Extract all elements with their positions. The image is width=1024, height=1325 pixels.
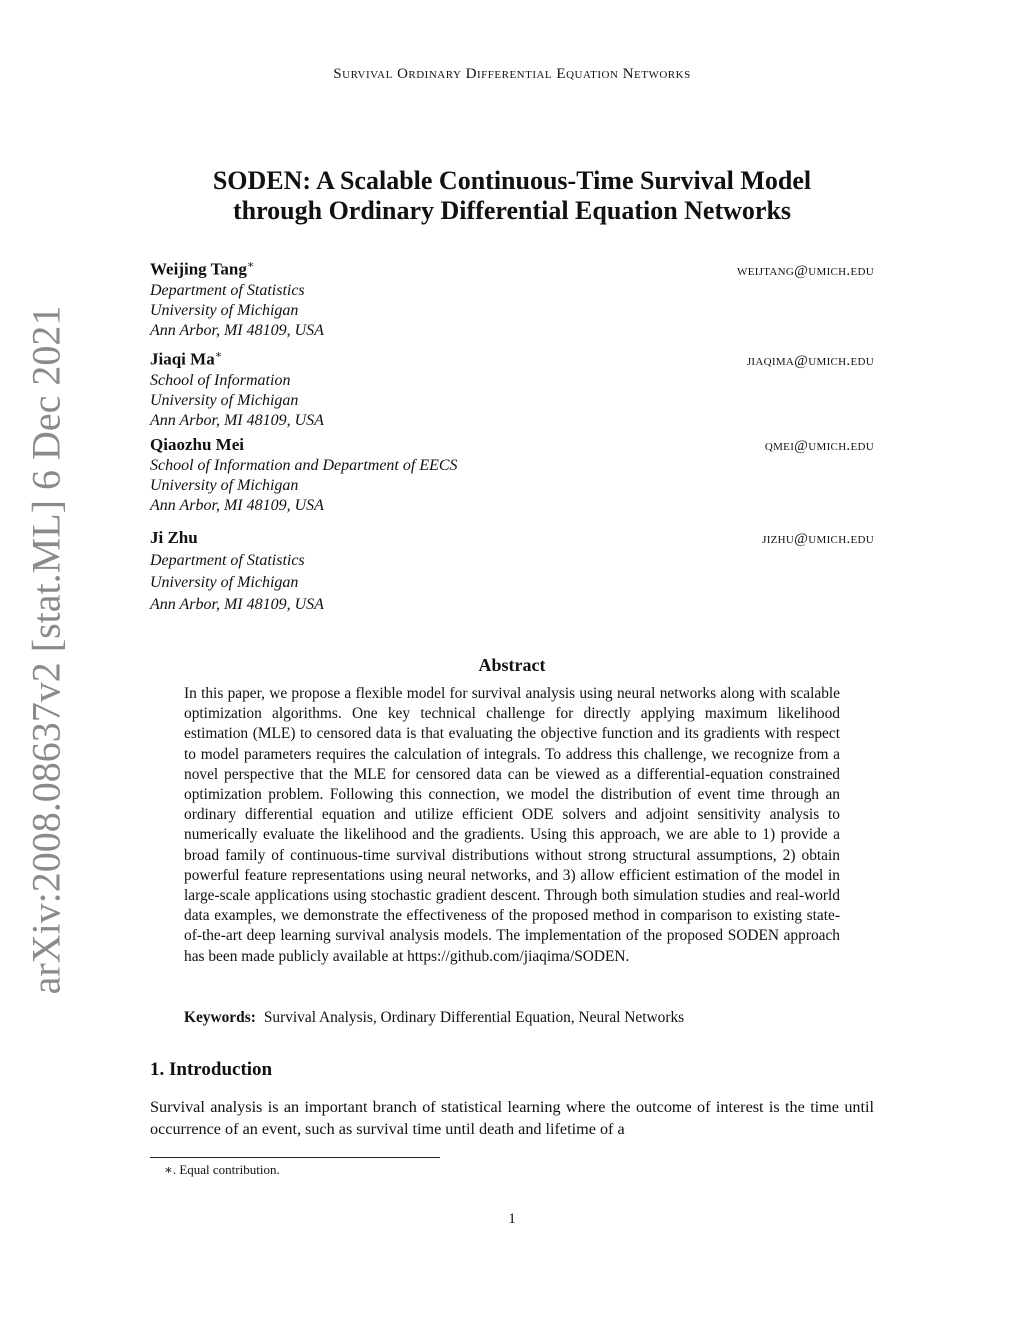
running-head: Survival Ordinary Differential Equation Networks: [333, 66, 691, 82]
author-email[interactable]: jizhu@umich.edu: [762, 531, 874, 547]
author-affiliation: School of Information and Department of EECS: [150, 457, 458, 474]
title-line-1: SODEN: A Scalable Continuous-Time Survival Model: [212, 166, 812, 195]
author-affiliation: Ann Arbor, MI 48109, USA: [150, 497, 324, 514]
author-affiliation: Ann Arbor, MI 48109, USA: [150, 411, 324, 429]
introduction-text: Survival analysis is an important branch of statistical learning where the outcome of interest is the time until occurrence of an event, such as survival time until death and lifetime of a: [150, 1098, 874, 1138]
abstract-text: In this paper, we propose a flexible model for survival analysis using neural networks along with scalable optimization algorithms. One key technical challenge for directly applying maximum likelihood estimation (MLE) to censored data is that evaluating the objective function and its gradients with respect to model parameters requires the calculation of integrals. To address this challenge, we recognize from a novel perspective that the MLE for censored data can be viewed as a differential-equation constrained optimization problem. Following this connection, we model the distribution of event time through an ordinary differential equation and utilize efficient ODE solvers and adjoint sensitivity analysis to numerically evaluate the likelihood and the gradients. Using this approach, we are able to 1) provide a broad family of continuous-time survival distributions without strong structural assumptions, 2) obtain powerful feature representations using neural networks, and 3) allow efficient estimation of the model in large-scale applications using stochastic gradient descent. Through both simulation studies and real-world data examples, we demonstrate the effectiveness of the proposed method in comparison to existing state-of-the-art deep learning survival analysis models. The implementation of the proposed SODEN approach has been made publicly available at https://github.com/jiaqima/SODEN.: [184, 685, 840, 965]
author-affiliation: Ann Arbor, MI 48109, USA: [150, 596, 324, 613]
author-affiliation: University of Michigan: [150, 391, 299, 409]
section-heading-introduction: 1. Introduction: [150, 1059, 273, 1080]
author-block-3: [150, 435, 874, 516]
abstract-heading: Abstract: [478, 655, 546, 675]
page-number: 1: [508, 1211, 516, 1227]
author-name: Ji Zhu: [150, 528, 198, 547]
author-affiliation: School of Information: [150, 371, 291, 389]
author-affiliation: University of Michigan: [150, 301, 299, 319]
paper-title: [150, 166, 874, 226]
keywords-label: Keywords:: [184, 1009, 256, 1026]
author-affiliation: Ann Arbor, MI 48109, USA: [150, 321, 324, 339]
author-name: Jiaqi Ma∗: [150, 349, 223, 369]
equal-contribution-mark: ∗: [246, 259, 255, 271]
footnote-divider: [150, 1157, 440, 1158]
title-line-2: through Ordinary Differential Equation Networks: [232, 196, 792, 225]
author-name: Qiaozhu Mei: [150, 435, 244, 454]
author-block-2: [150, 345, 874, 431]
author-email[interactable]: weijtang@umich.edu: [737, 262, 874, 279]
author-affiliation: Department of Statistics: [150, 281, 305, 299]
author-affiliation: University of Michigan: [150, 574, 299, 591]
equal-contribution-mark: ∗: [214, 349, 223, 361]
keywords: [184, 1008, 840, 1028]
keywords-list: Survival Analysis, Ordinary Differential Equation, Neural Networks: [263, 1009, 685, 1026]
arxiv-identifier-stamp: arXiv:2008.08637v2 [stat.ML] 6 Dec 2021: [23, 305, 69, 995]
author-email[interactable]: qmei@umich.edu: [764, 438, 874, 454]
author-block-4: [150, 527, 874, 616]
author-email[interactable]: jiaqima@umich.edu: [746, 352, 874, 369]
author-block-1: [150, 255, 874, 341]
author-name: Weijing Tang∗: [150, 259, 255, 279]
author-affiliation: Department of Statistics: [150, 552, 305, 569]
author-affiliation: University of Michigan: [150, 477, 299, 494]
footnote: ∗. Equal contribution.: [164, 1162, 280, 1177]
